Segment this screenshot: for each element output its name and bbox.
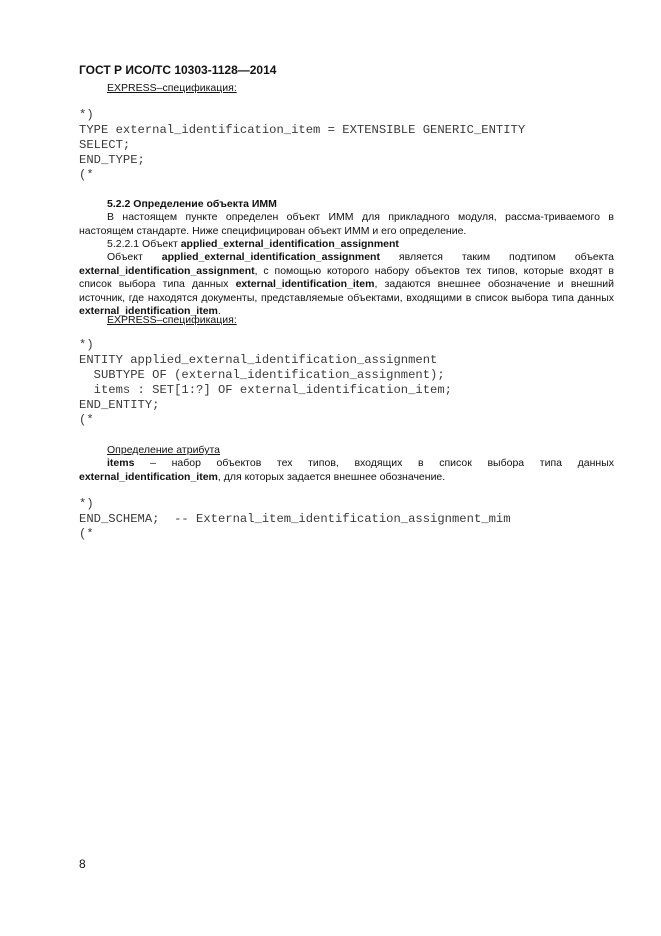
def-text: Объект [107,251,162,263]
def-text: . [217,305,221,318]
page-number: 8 [79,857,86,871]
intro-paragraph: В настоящем пункте определен объект ИММ для прикладного модуля, рассма-триваемого в настоящем стандарте. Ниже специфицирован объект ИММ и его определение. [79,211,614,237]
code-line: SELECT; [79,138,131,152]
subsection-entity: applied_external_identification_assignment [180,238,399,250]
code-line: *) [79,338,94,352]
code-line: *) [79,497,94,511]
attribute-definition-label: Определение атрибута [107,444,220,456]
attribute-name: items [107,457,135,469]
attribute-definition-paragraph [79,457,614,484]
def-text: , с помощью которого набору объектов тех типов, которые входят в список выбора типа данных [79,264,614,291]
subsection-number: 5.2.2.1 Объект [107,238,181,250]
code-line: (* [79,168,94,182]
code-line: SUBTYPE OF (external_identification_assignment); [79,368,445,382]
express-spec-label: EXPRESS–спецификация: [107,82,237,94]
def-text: , задаются внешнее обозначение и внешний источник, где находятся документы, представляемые объектами, входящими в список выбора типа данных [79,278,614,304]
section-heading: 5.2.2 Определение объекта ИММ [107,198,277,210]
code-line: END_SCHEMA; -- External_item_identification_assignment_mim [79,512,511,526]
subsection-heading [107,238,399,250]
def-entity: applied_external_identification_assignment [161,251,380,263]
code-line: END_ENTITY; [79,398,160,412]
code-line: (* [79,527,94,541]
code-line: items : SET[1:?] OF external_identification_item; [79,383,452,397]
express-spec-label: EXPRESS–спецификация: [107,314,237,326]
attr-entity: external_identification_item [79,470,218,483]
definition-paragraph [79,251,614,319]
def-entity: external_identification_item [79,305,218,318]
def-entity: external_identification_assignment [79,264,255,277]
attr-text: , для которых задается внешнее обозначение. [217,470,446,483]
code-line: *) [79,108,94,122]
def-text: является таким подтипом объекта [379,251,614,263]
document-title: ГОСТ Р ИСО/ТС 10303-1128—2014 [79,63,277,77]
attr-text: – набор объектов тех типов, входящих в список выбора типа данных [134,457,614,469]
code-line: ENTITY applied_external_identification_assignment [79,353,438,367]
code-line: (* [79,413,94,427]
def-entity: external_identification_item [235,278,375,291]
code-line: END_TYPE; [79,153,145,167]
code-line: TYPE external_identification_item = EXTENSIBLE GENERIC_ENTITY [79,123,526,137]
